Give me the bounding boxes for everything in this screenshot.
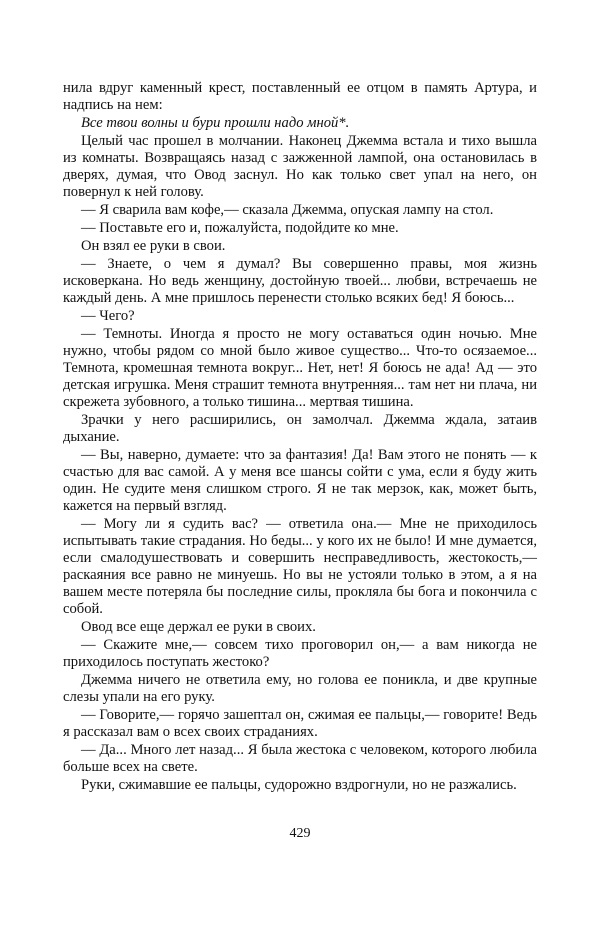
paragraph-10: Зрачки у него расширились, он замолчал. Джемма ждала, затаив дыхание. (63, 412, 537, 445)
paragraph-15: Джемма ничего не ответила ему, но голова ее поникла, и две крупные слезы упали на его руку. (63, 672, 537, 705)
paragraph-18: Руки, сжимавшие ее пальцы, судорожно вздрогнули, но не разжались. (81, 777, 517, 793)
paragraph-4: — Я сварила вам кофе,— сказала Джемма, опуская лампу на стол. (81, 202, 494, 218)
page-number: 429 (289, 826, 311, 841)
paragraph-1: нила вдруг каменный крест, поставленный ее отцом в память Артура, и надпись на нем: (63, 80, 537, 113)
paragraph-9: — Темноты. Иногда я просто не могу оставаться один ночью. Мне нужно, чтобы рядом со мной было живое существо... Что-то осязаемое... Темнота, кромешная темнота вокруг... Нет, нет! Я боюсь не ада! Ад — это детская игрушка. Меня страшит темнота внутренняя... там нет ни плача, ни скрежета зубовного, а только тишина... мертвая тишина. (63, 326, 537, 410)
book-page-body (63, 80, 537, 794)
paragraph-16: — Говорите,— горячо зашептал он, сжимая ее пальцы,— говорите! Ведь я рассказал вам о всех своих страданиях. (63, 707, 537, 740)
paragraph-3: Целый час прошел в молчании. Наконец Джемма встала и тихо вышла из комнаты. Возвращаясь назад с зажженной лампой, она остановилась в дверях, думая, что Овод заснул. Но как только свет упал на него, он повернул к ней голову. (63, 133, 537, 200)
epitaph-verse: Все твои волны и бури прошли надо мной*. (81, 115, 350, 131)
paragraph-12: — Могу ли я судить вас? — ответила она.— Мне не приходилось испытывать такие страдания. Но беды... у кого их не было! И мне думается, если смалодушествовать и совершить несправедливость, жестокость,— раскаяния все равно не минуешь. Но вы не устояли только в этом, а я на вашем месте потеряла бы последние силы, прокляла бы бога и покончила с собой. (63, 516, 537, 617)
paragraph-6: Он взял ее руки в свои. (81, 238, 226, 254)
paragraph-5: — Поставьте его и, пожалуйста, подойдите ко мне. (81, 220, 399, 236)
paragraph-7: — Знаете, о чем я думал? Вы совершенно правы, моя жизнь исковеркана. Но ведь женщину, достойную твоей... любви, встречаешь не каждый день. А мне пришлось перенести столько всяких бед! Я боюсь... (63, 256, 537, 306)
paragraph-17: — Да... Много лет назад... Я была жестока с человеком, которого любила больше всех на свете. (63, 742, 537, 775)
paragraph-11: — Вы, наверно, думаете: что за фантазия! Да! Вам этого не понять — к счастью для вас самой. А у меня все шансы сойти с ума, если я буду жить один. Не судите меня слишком строго. Я не так мерзок, как, может быть, кажется на первый взгляд. (63, 447, 537, 514)
paragraph-8: — Чего? (81, 308, 135, 324)
paragraph-14: — Скажите мне,— совсем тихо проговорил он,— а вам никогда не приходилось поступать жестоко? (63, 637, 537, 670)
paragraph-13: Овод все еще держал ее руки в своих. (81, 619, 316, 635)
